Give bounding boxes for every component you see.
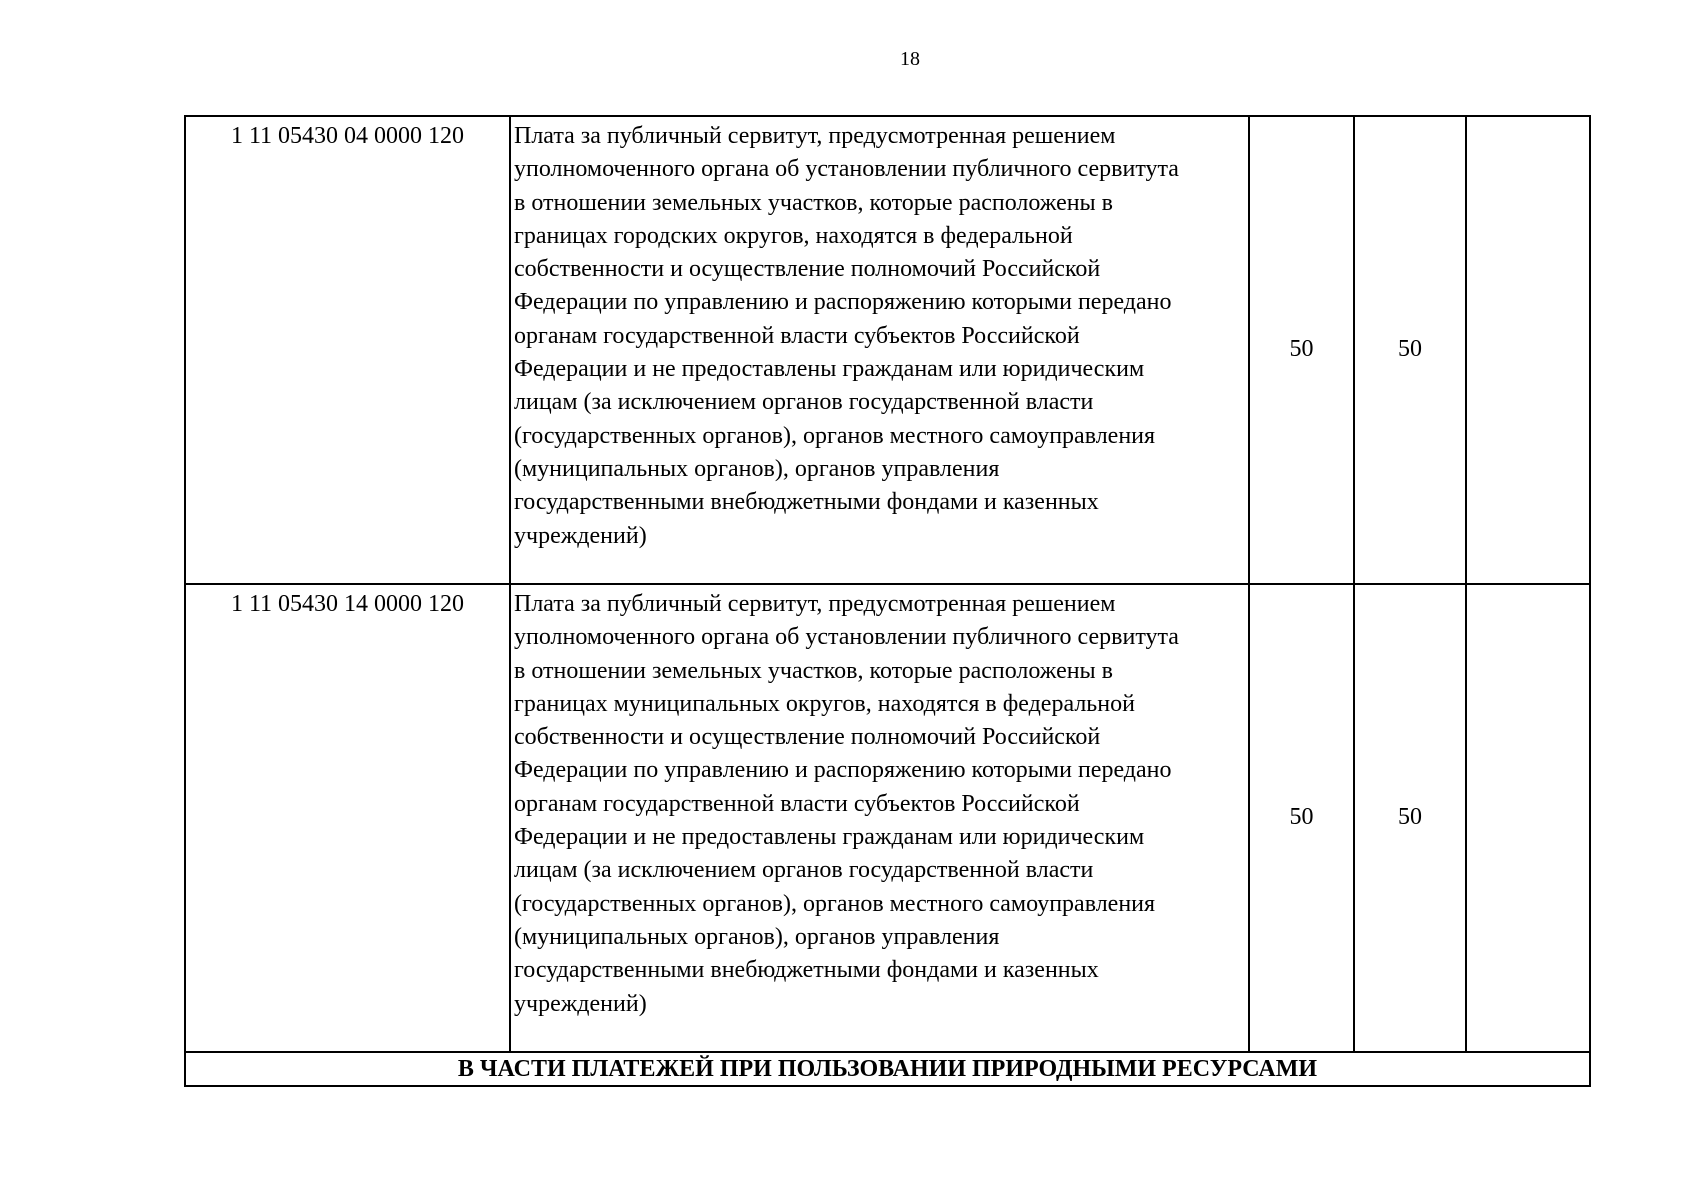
description-line: Федерации по управлению и распоряжению которыми передано [514,757,1172,784]
description-line: лицам (за исключением органов государственной власти [514,389,1094,416]
description-line: собственности и осуществление полномочий Российской [514,724,1101,751]
description-line: уполномоченного органа об установлении публичного сервитута [514,156,1179,183]
description-line: Плата за публичный сервитут, предусмотренная решением [514,123,1116,149]
description-line: в отношении земельных участков, которые расположены в [514,189,1114,216]
section-heading-row [185,1052,1590,1086]
description-line: Федерации и не предоставлены гражданам или юридическим [514,824,1145,851]
budget-code: 1 11 05430 04 0000 120 [185,116,510,584]
description-line: органам государственной власти субъектов Российской [514,322,1080,349]
page-number: 18 [900,48,920,70]
description-line: Плата за публичный сервитут, предусмотренная решением [514,591,1116,617]
table-row [185,584,1590,1052]
norm-value-2: 50 [1354,116,1466,584]
description-line: (государственных органов), органов местного самоуправления [514,890,1156,917]
norm-value-2: 50 [1354,584,1466,1052]
norm-value-3 [1466,116,1590,584]
description-line: лицам (за исключением органов государственной власти [514,857,1094,884]
description-line: (государственных органов), органов местного самоуправления [514,422,1156,449]
section-heading: В ЧАСТИ ПЛАТЕЖЕЙ ПРИ ПОЛЬЗОВАНИИ ПРИРОДНЫМИ РЕСУРСАМИ [185,1052,1590,1086]
description-line: учреждений) [514,990,647,1017]
norm-value-3 [1466,584,1590,1052]
table-row [185,116,1590,584]
income-description [510,116,1249,584]
description-line: границах муниципальных округов, находятся в федеральной [514,690,1135,717]
description-line: в отношении земельных участков, которые расположены в [514,657,1114,684]
budget-code: 1 11 05430 14 0000 120 [185,584,510,1052]
description-line: границах городских округов, находятся в федеральной [514,222,1073,249]
description-line: органам государственной власти субъектов Российской [514,790,1080,817]
description-line: (муниципальных органов), органов управления [514,455,1000,482]
norm-value-1: 50 [1249,584,1354,1052]
norm-value-1: 50 [1249,116,1354,584]
description-line: Федерации и не предоставлены гражданам или юридическим [514,356,1145,383]
description-line: учреждений) [514,522,647,549]
description-line: государственными внебюджетными фондами и казенных [514,957,1099,984]
description-line: собственности и осуществление полномочий Российской [514,256,1101,283]
description-line: Федерации по управлению и распоряжению которыми передано [514,289,1172,316]
description-line: государственными внебюджетными фондами и казенных [514,489,1099,516]
income-description [510,584,1249,1052]
budget-classification-table [184,115,1591,1087]
description-line: (муниципальных органов), органов управления [514,923,1000,950]
description-line: уполномоченного органа об установлении публичного сервитута [514,624,1179,651]
